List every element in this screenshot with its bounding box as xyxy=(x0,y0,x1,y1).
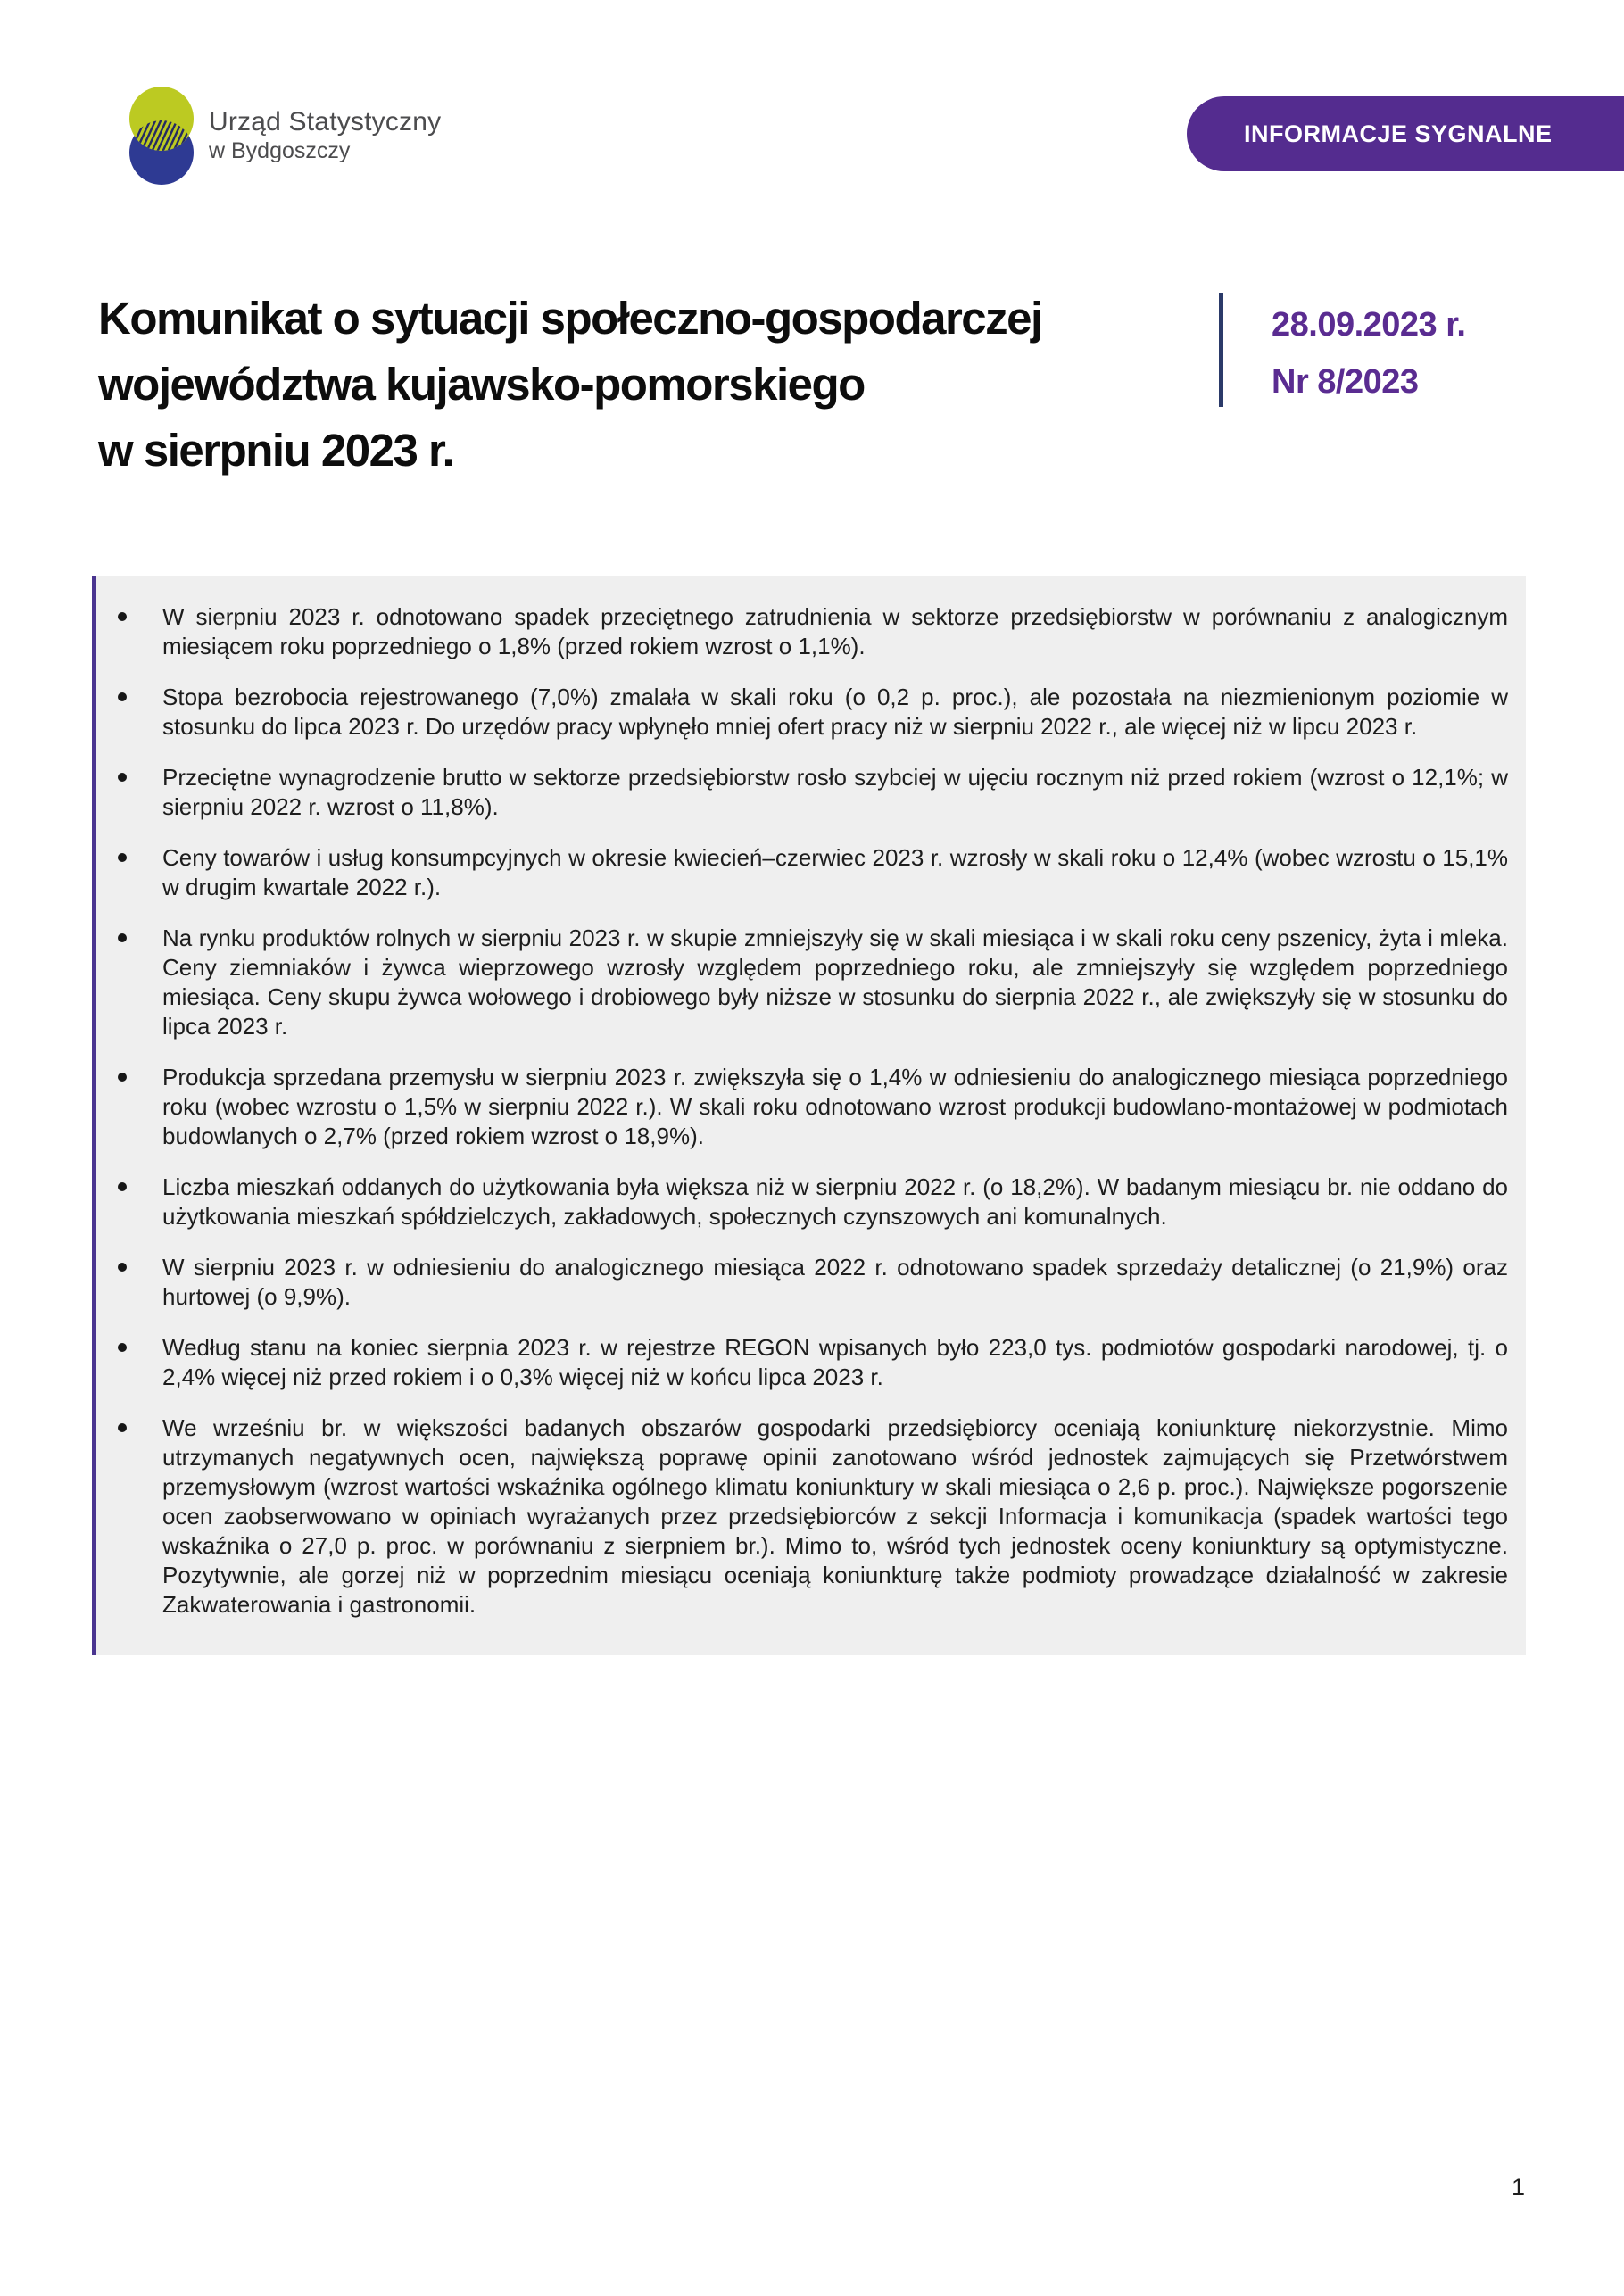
badge-label: INFORMACJE SYGNALNE xyxy=(1244,120,1553,147)
summary-bullet-item: Według stanu na koniec sierpnia 2023 r. w rejestrze REGON wpisanych było 223,0 tys. podmiotów gospodarki narodowej, tj. o 2,4% więcej niż przed rokiem i o 0,3% więcej niż w końcu lipca 2023 r. xyxy=(96,1333,1508,1392)
logo-org-city: w Bydgoszczy xyxy=(209,138,351,163)
page-title-line: Komunikat o sytuacji społeczno-gospodarczej xyxy=(98,293,1042,344)
statistical-office-logo xyxy=(128,86,441,186)
issue-date: 28.09.2023 r. xyxy=(1272,306,1466,344)
page-title xyxy=(98,286,1042,484)
summary-bullet-item: W sierpniu 2023 r. odnotowano spadek przeciętnego zatrudnienia w sektorze przedsiębiorstw w porównaniu z analogicznym miesiącem roku poprzedniego o 1,8% (przed rokiem wzrost o 1,1%). xyxy=(96,602,1508,661)
summary-bullet-item: Produkcja sprzedana przemysłu w sierpniu 2023 r. zwiększyła się o 1,4% w odniesieniu do analogicznego miesiąca poprzedniego roku (wobec wzrostu o 1,5% w sierpniu 2022 r.). W skali roku odnotowano wzrost produkcji budowlano-montażowej w podmiotach budowlanych o 2,7% (przed rokiem wzrost o 18,9%). xyxy=(96,1063,1508,1151)
summary-bullet-item: Liczba mieszkań oddanych do użytkowania była większa niż w sierpniu 2022 r. (o 18,2%). W badanym miesiącu br. nie oddano do użytkowania mieszkań spółdzielczych, zakładowych, społecznych czynszowych ani komunalnych. xyxy=(96,1173,1508,1231)
summary-bullet-item: Przeciętne wynagrodzenie brutto w sektorze przedsiębiorstw rosło szybciej w ujęciu rocznym niż przed rokiem (wzrost o 12,1%; w sierpniu 2022 r. wzrost o 11,8%). xyxy=(96,763,1508,822)
summary-bullet-item: Ceny towarów i usług konsumpcyjnych w okresie kwiecień–czerwiec 2023 r. wzrosły w skali roku o 12,4% (wobec wzrostu o 15,1% w drugim kwartale 2022 r.). xyxy=(96,843,1508,902)
page-title-line: w sierpniu 2023 r. xyxy=(98,425,454,476)
issue-info xyxy=(1219,293,1466,410)
statistical-office-logo-icon xyxy=(128,86,195,186)
informacje-sygnalne-badge xyxy=(1187,96,1624,171)
summary-box xyxy=(92,576,1526,1655)
summary-bullet-item: We wrześniu br. w większości badanych obszarów gospodarki przedsiębiorcy oceniają koniunkturę niekorzystnie. Mimo utrzymanych negatywnych ocen, największą poprawę opinii zanotowano wśród jednostek zajmujących się Przetwórstwem przemysłowym (wzrost wartości wskaźnika ogólnego klimatu koniunktury w skali miesiąca o 2,6 p. proc.). Największe pogorszenie ocen zaobserwowano w opiniach wyrażanych przez przedsiębiorców z sekcji Informacja i komunikacja (spadek wartości tego wskaźnika o 27,0 p. proc. w porównaniu z sierpniem br.). Mimo to, wśród tych jednostek oceny koniunktury są optymistyczne. Pozytywnie, ale gorzej niż w poprzednim miesiącu oceniają koniunkturę także podmioty prowadzące działalność w zakresie Zakwaterowania i gastronomii. xyxy=(96,1413,1508,1620)
logo-org-name: Urząd Statystyczny xyxy=(209,107,442,137)
summary-bullet-item: Stopa bezrobocia rejestrowanego (7,0%) zmalała w skali roku (o 0,2 p. proc.), ale pozostała na niezmienionym poziomie w stosunku do lipca 2023 r. Do urzędów pracy wpłynęło mniej ofert pracy niż w sierpniu 2022 r., ale więcej niż w lipcu 2023 r. xyxy=(96,683,1508,742)
page-title-line: województwa kujawsko-pomorskiego xyxy=(98,359,865,410)
summary-bullet-list xyxy=(96,602,1508,1620)
summary-bullet-item: W sierpniu 2023 r. w odniesieniu do analogicznego miesiąca 2022 r. odnotowano spadek sprzedaży detalicznej (o 21,9%) oraz hurtowej (o 9,9%). xyxy=(96,1253,1508,1312)
issue-number: Nr 8/2023 xyxy=(1272,363,1419,401)
summary-bullet-item: Na rynku produktów rolnych w sierpniu 2023 r. w skupie zmniejszyły się w skali miesiąca i w skali roku ceny pszenicy, żyta i mleka. Ceny ziemniaków i żywca wieprzowego wzrosły względem poprzedniego roku, ale zmniejszyły się względem poprzedniego miesiąca. Ceny skupu żywca wołowego i drobiowego były niższe w stosunku do sierpnia 2022 r., ale zwiększyły się w stosunku do lipca 2023 r. xyxy=(96,924,1508,1041)
page-number: 1 xyxy=(1512,2174,1526,2201)
